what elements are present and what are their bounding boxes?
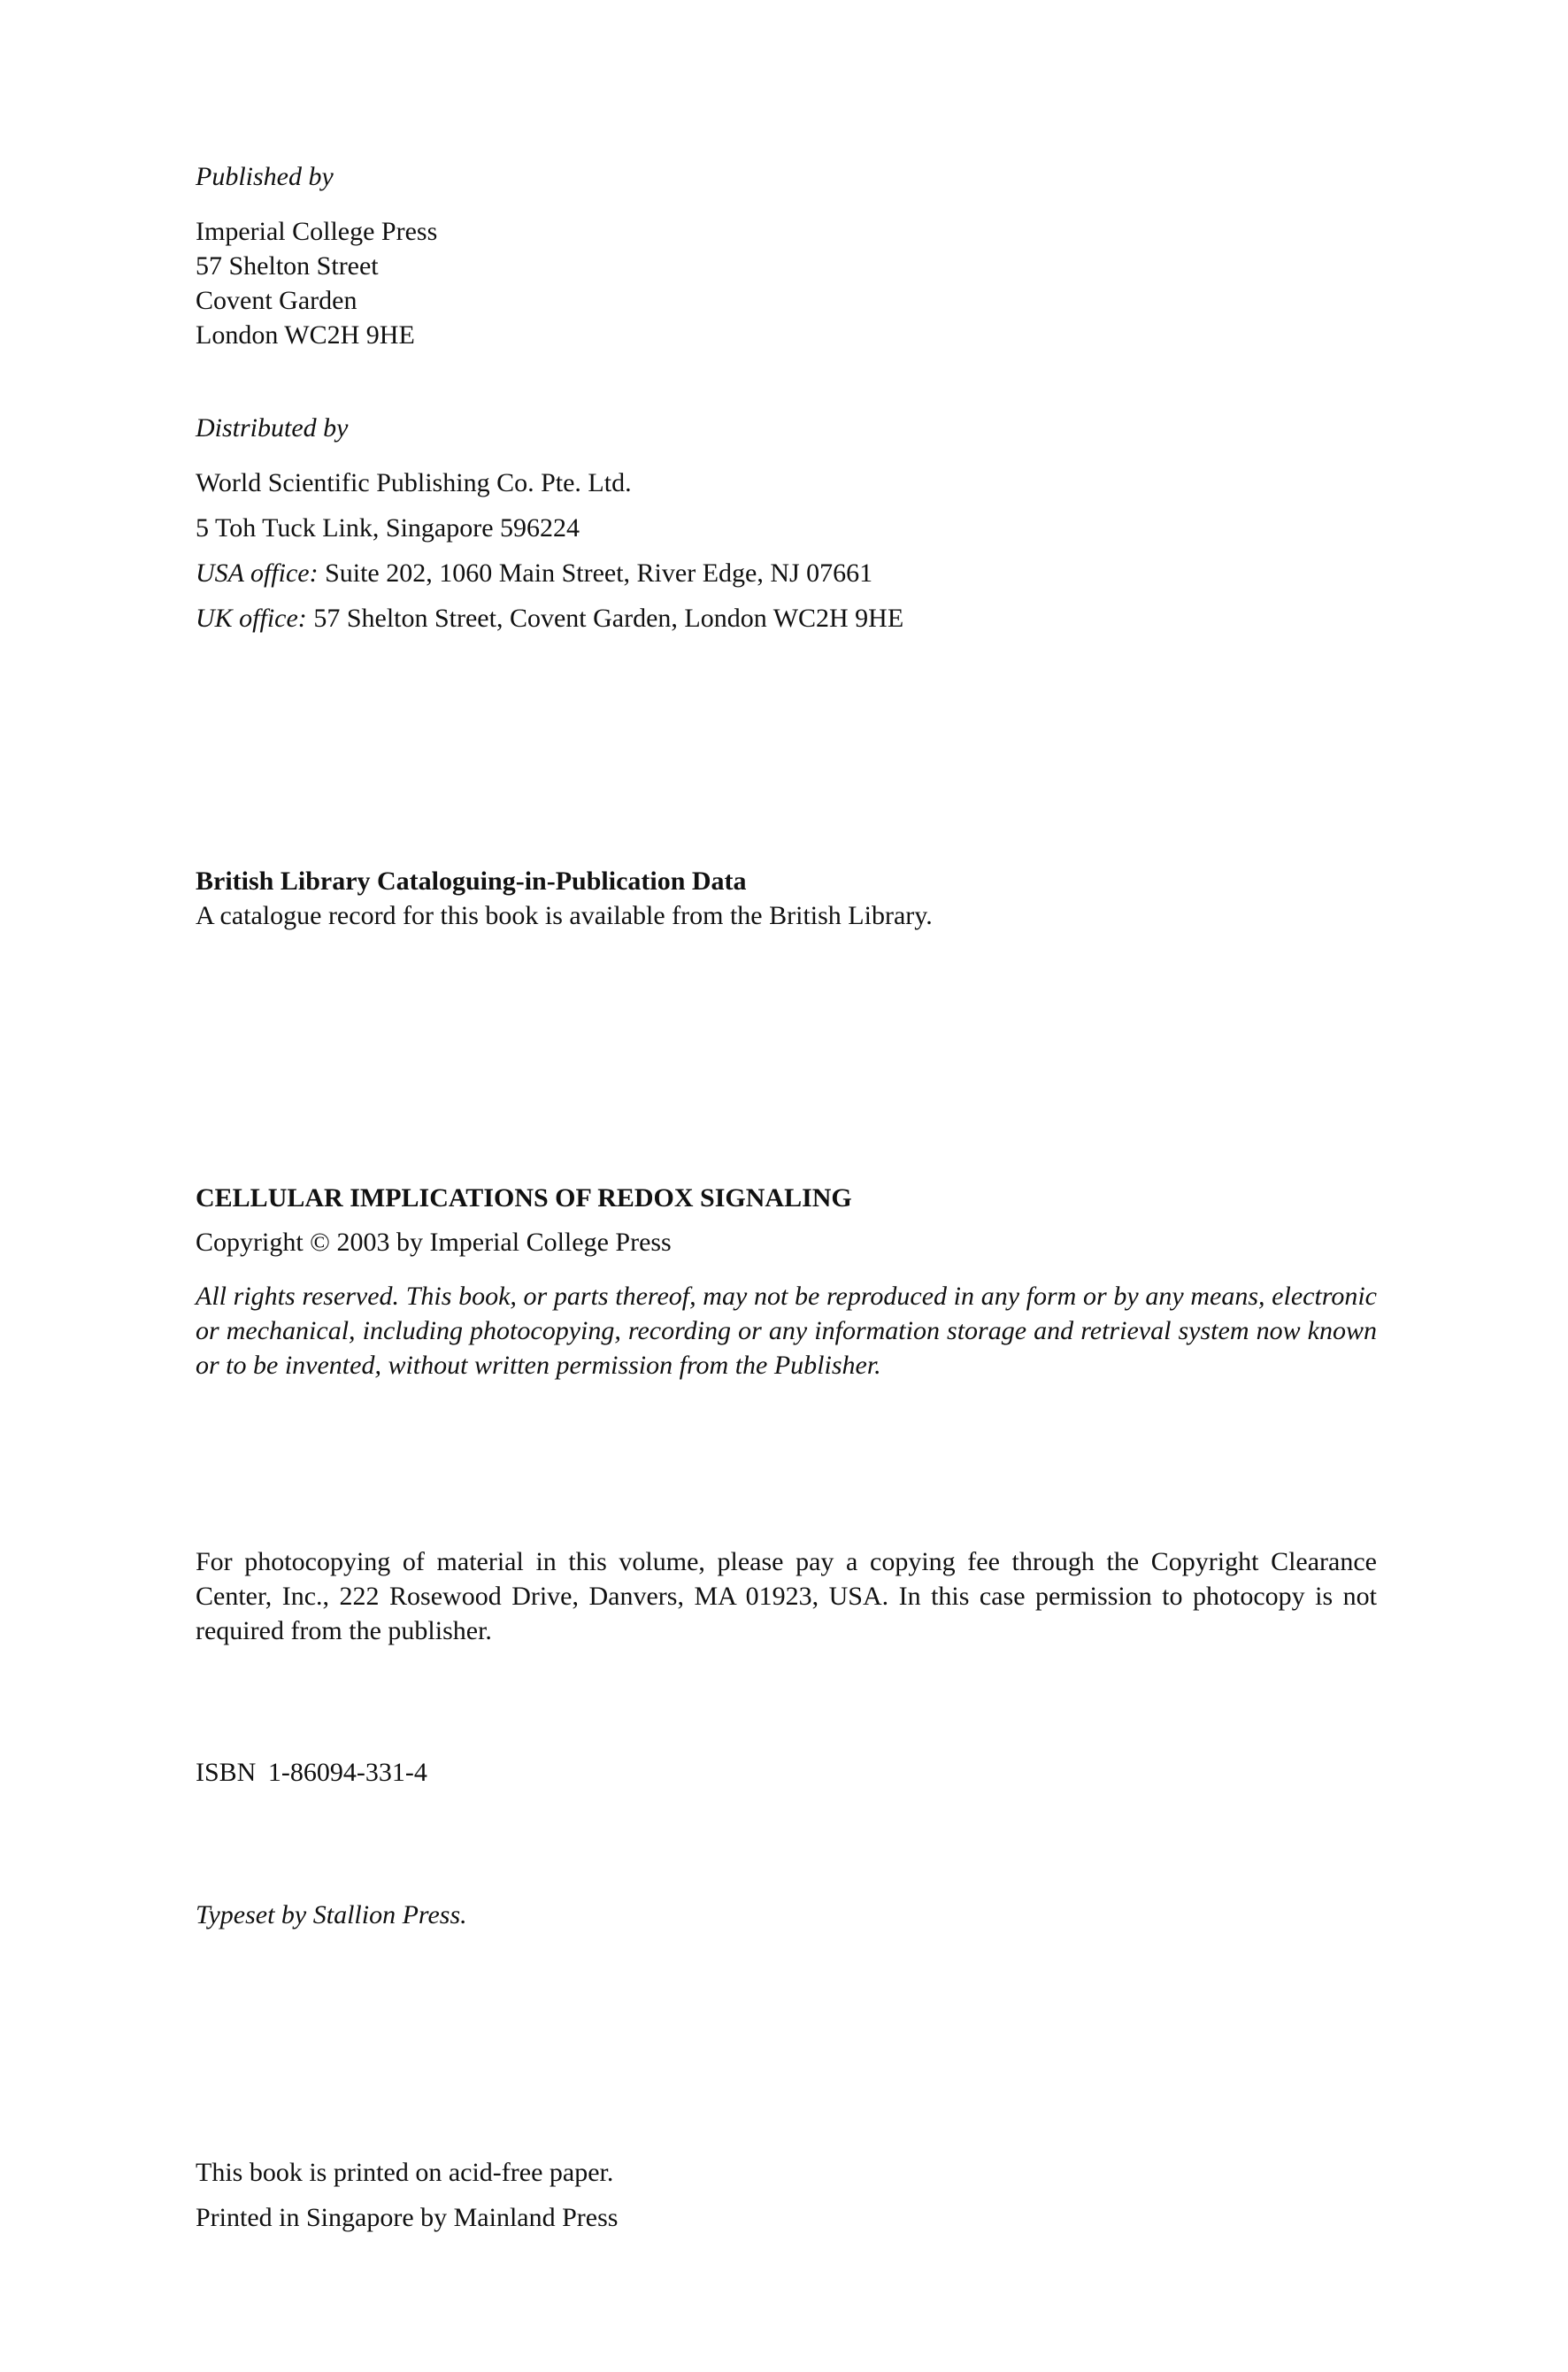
publisher-address-line: London WC2H 9HE: [196, 320, 415, 350]
printer-credit: Printed in Singapore by Mainland Press: [196, 2203, 619, 2232]
uk-office-line: [196, 601, 903, 635]
uk-office-label: UK office:: [196, 604, 307, 633]
isbn: ISBN 1-86094-331-4: [196, 1758, 427, 1787]
cip-heading: British Library Cataloguing-in-Publication Data: [196, 866, 747, 896]
distributor-company: World Scientific Publishing Co. Pte. Ltd.: [196, 468, 632, 497]
usa-office-address: Suite 202, 1060 Main Street, River Edge, NJ 07661: [325, 558, 873, 588]
usa-office-line: [196, 556, 872, 590]
publisher-address: [196, 214, 437, 352]
book-title: CELLULAR IMPLICATIONS OF REDOX SIGNALING: [196, 1183, 852, 1213]
publisher-address-line: 57 Shelton Street: [196, 251, 379, 281]
photocopy-notice: For photocopying of material in this volume, please pay a copying fee through the Copyright Clearance Center, Inc., 222 Rosewood Drive, Danvers, MA 01923, USA. In this case permission to photocopy is not required from the publisher.: [196, 1547, 1377, 1645]
acid-free-paper-note: This book is printed on acid-free paper.: [196, 2158, 614, 2187]
publisher-address-line: Covent Garden: [196, 286, 357, 315]
typeset-credit: Typeset by Stallion Press.: [196, 1900, 467, 1929]
usa-office-label: USA office:: [196, 558, 319, 588]
distributor-address: 5 Toh Tuck Link, Singapore 596224: [196, 513, 580, 543]
distributed-by-label: Distributed by: [196, 413, 349, 443]
uk-office-address: 57 Shelton Street, Covent Garden, London WC2H 9HE: [313, 604, 904, 633]
publisher-address-line: Imperial College Press: [196, 217, 438, 246]
cip-text: A catalogue record for this book is available from the British Library.: [196, 901, 933, 930]
rights-statement: All rights reserved. This book, or parts thereof, may not be reproduced in any form or by any means, electronic or mechanical, including photocopying, recording or any information storage and retrieval system now known or to be invented, without written permission from the Publisher.: [196, 1282, 1377, 1380]
copyright-notice: Copyright © 2003 by Imperial College Press: [196, 1228, 672, 1257]
published-by-label: Published by: [196, 162, 334, 191]
